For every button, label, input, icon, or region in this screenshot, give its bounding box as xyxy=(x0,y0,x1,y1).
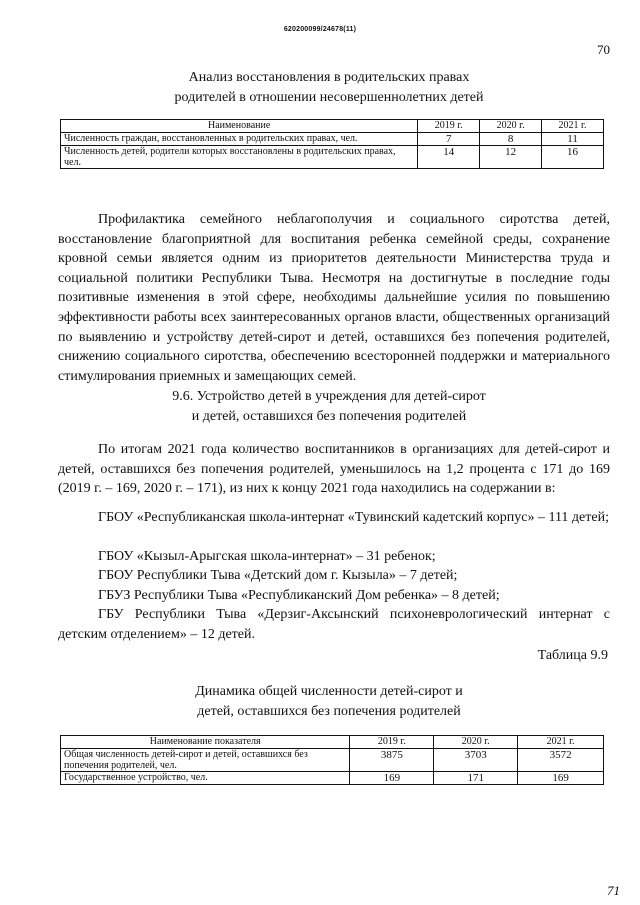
column-header: 2021 г. xyxy=(518,736,604,749)
column-header: 2019 г. xyxy=(418,120,480,133)
institution-item: ГБОУ «Кызыл-Арыгская школа-интернат» – 31 ребенок; xyxy=(98,549,436,564)
cell-value: 14 xyxy=(418,146,480,169)
row-name: Общая численность детей-сирот и детей, оставшихся без попечения родителей, чел. xyxy=(61,749,350,772)
table-header-row xyxy=(61,736,604,749)
cell-value: 3703 xyxy=(434,749,518,772)
cell-value: 169 xyxy=(350,772,434,785)
cell-value: 7 xyxy=(418,133,480,146)
orphans-dynamics-table xyxy=(60,735,604,785)
section3-title-line1: Динамика общей численности детей-сирот и xyxy=(195,684,463,699)
row-name: Численность детей, родители которых восстановлены в родительских правах, чел. xyxy=(61,146,418,169)
section2-title-line1: 9.6. Устройство детей в учреждения для детей-сирот xyxy=(172,389,486,404)
row-name: Численность граждан, восстановленных в родительских правах, чел. xyxy=(61,133,418,146)
cell-value: 169 xyxy=(518,772,604,785)
table-header-row xyxy=(61,120,604,133)
institution-item: ГБОУ Республики Тыва «Детский дом г. Кызыла» – 7 детей; xyxy=(98,568,458,583)
column-header: 2021 г. xyxy=(542,120,604,133)
column-header: 2020 г. xyxy=(434,736,518,749)
cell-value: 3875 xyxy=(350,749,434,772)
cell-value: 11 xyxy=(542,133,604,146)
section3-title xyxy=(18,682,640,722)
table-row xyxy=(61,133,604,146)
table-label: Таблица 9.9 xyxy=(537,648,608,663)
page-number: 70 xyxy=(597,42,610,57)
table-row xyxy=(61,146,604,169)
column-header: Наименование xyxy=(61,120,418,133)
cell-value: 8 xyxy=(480,133,542,146)
section1-title xyxy=(18,68,640,108)
cell-value: 171 xyxy=(434,772,518,785)
institution-item: ГБУЗ Республики Тыва «Республиканский Дом ребенка» – 8 детей; xyxy=(98,588,500,603)
restoration-table xyxy=(60,119,604,169)
results-paragraph: По итогам 2021 года количество воспитанников в организациях для детей-сирот и детей, оставшихся без попечения родителей, уменьшилось на 1,2 процента с 171 до 169 (2019 г. – 169, 2020 г. – 171), из них к концу 2021 года находились на содержании в: xyxy=(58,442,610,497)
column-header: Наименование показателя xyxy=(61,736,350,749)
table-row xyxy=(61,749,604,772)
section2-title-line2: и детей, оставшихся без попечения родителей xyxy=(191,409,467,424)
column-header: 2020 г. xyxy=(480,120,542,133)
prevention-paragraph: Профилактика семейного неблагополучия и социального сиротства детей, восстановление благоприятной для воспитания ребенка семейной среды, сохранение кровной семьи является одним из приоритетов деятельности Министерства труда и социальной политики Республики Тыва. Несмотря на достигнутые в последние годы позитивные изменения в этой сфере, необходимы дальнейшие усилия по повышению эффективности работы всех заинтересованных органов власти, общественных организаций по выявлению и устройству детей-сирот и детей, оставшихся без попечения родителей, снижению социального сиротства, обеспечению всесторонней поддержки и материального стимулирования приемных и замещающих семей. xyxy=(58,212,610,384)
section1-title-line1: Анализ восстановления в родительских правах xyxy=(188,70,470,85)
institution-item: ГБУ Республики Тыва «Дерзиг-Аксынский психоневрологический интернат с детским отделением» – 12 детей. xyxy=(58,607,610,642)
section2-title xyxy=(18,387,640,427)
cell-value: 12 xyxy=(480,146,542,169)
table-row xyxy=(61,772,604,785)
column-header: 2019 г. xyxy=(350,736,434,749)
handwritten-page-mark: 71 xyxy=(607,883,620,898)
section1-title-line2: родителей в отношении несовершеннолетних детей xyxy=(174,90,484,105)
cell-value: 3572 xyxy=(518,749,604,772)
institution-item: ГБОУ «Республиканская школа-интернат «Тувинский кадетский корпус» – 111 детей; xyxy=(98,510,609,525)
cell-value: 16 xyxy=(542,146,604,169)
row-name: Государственное устройство, чел. xyxy=(61,772,350,785)
document-code: 620200099/24678(11) xyxy=(283,26,357,33)
section3-title-line2: детей, оставшихся без попечения родителей xyxy=(197,704,461,719)
